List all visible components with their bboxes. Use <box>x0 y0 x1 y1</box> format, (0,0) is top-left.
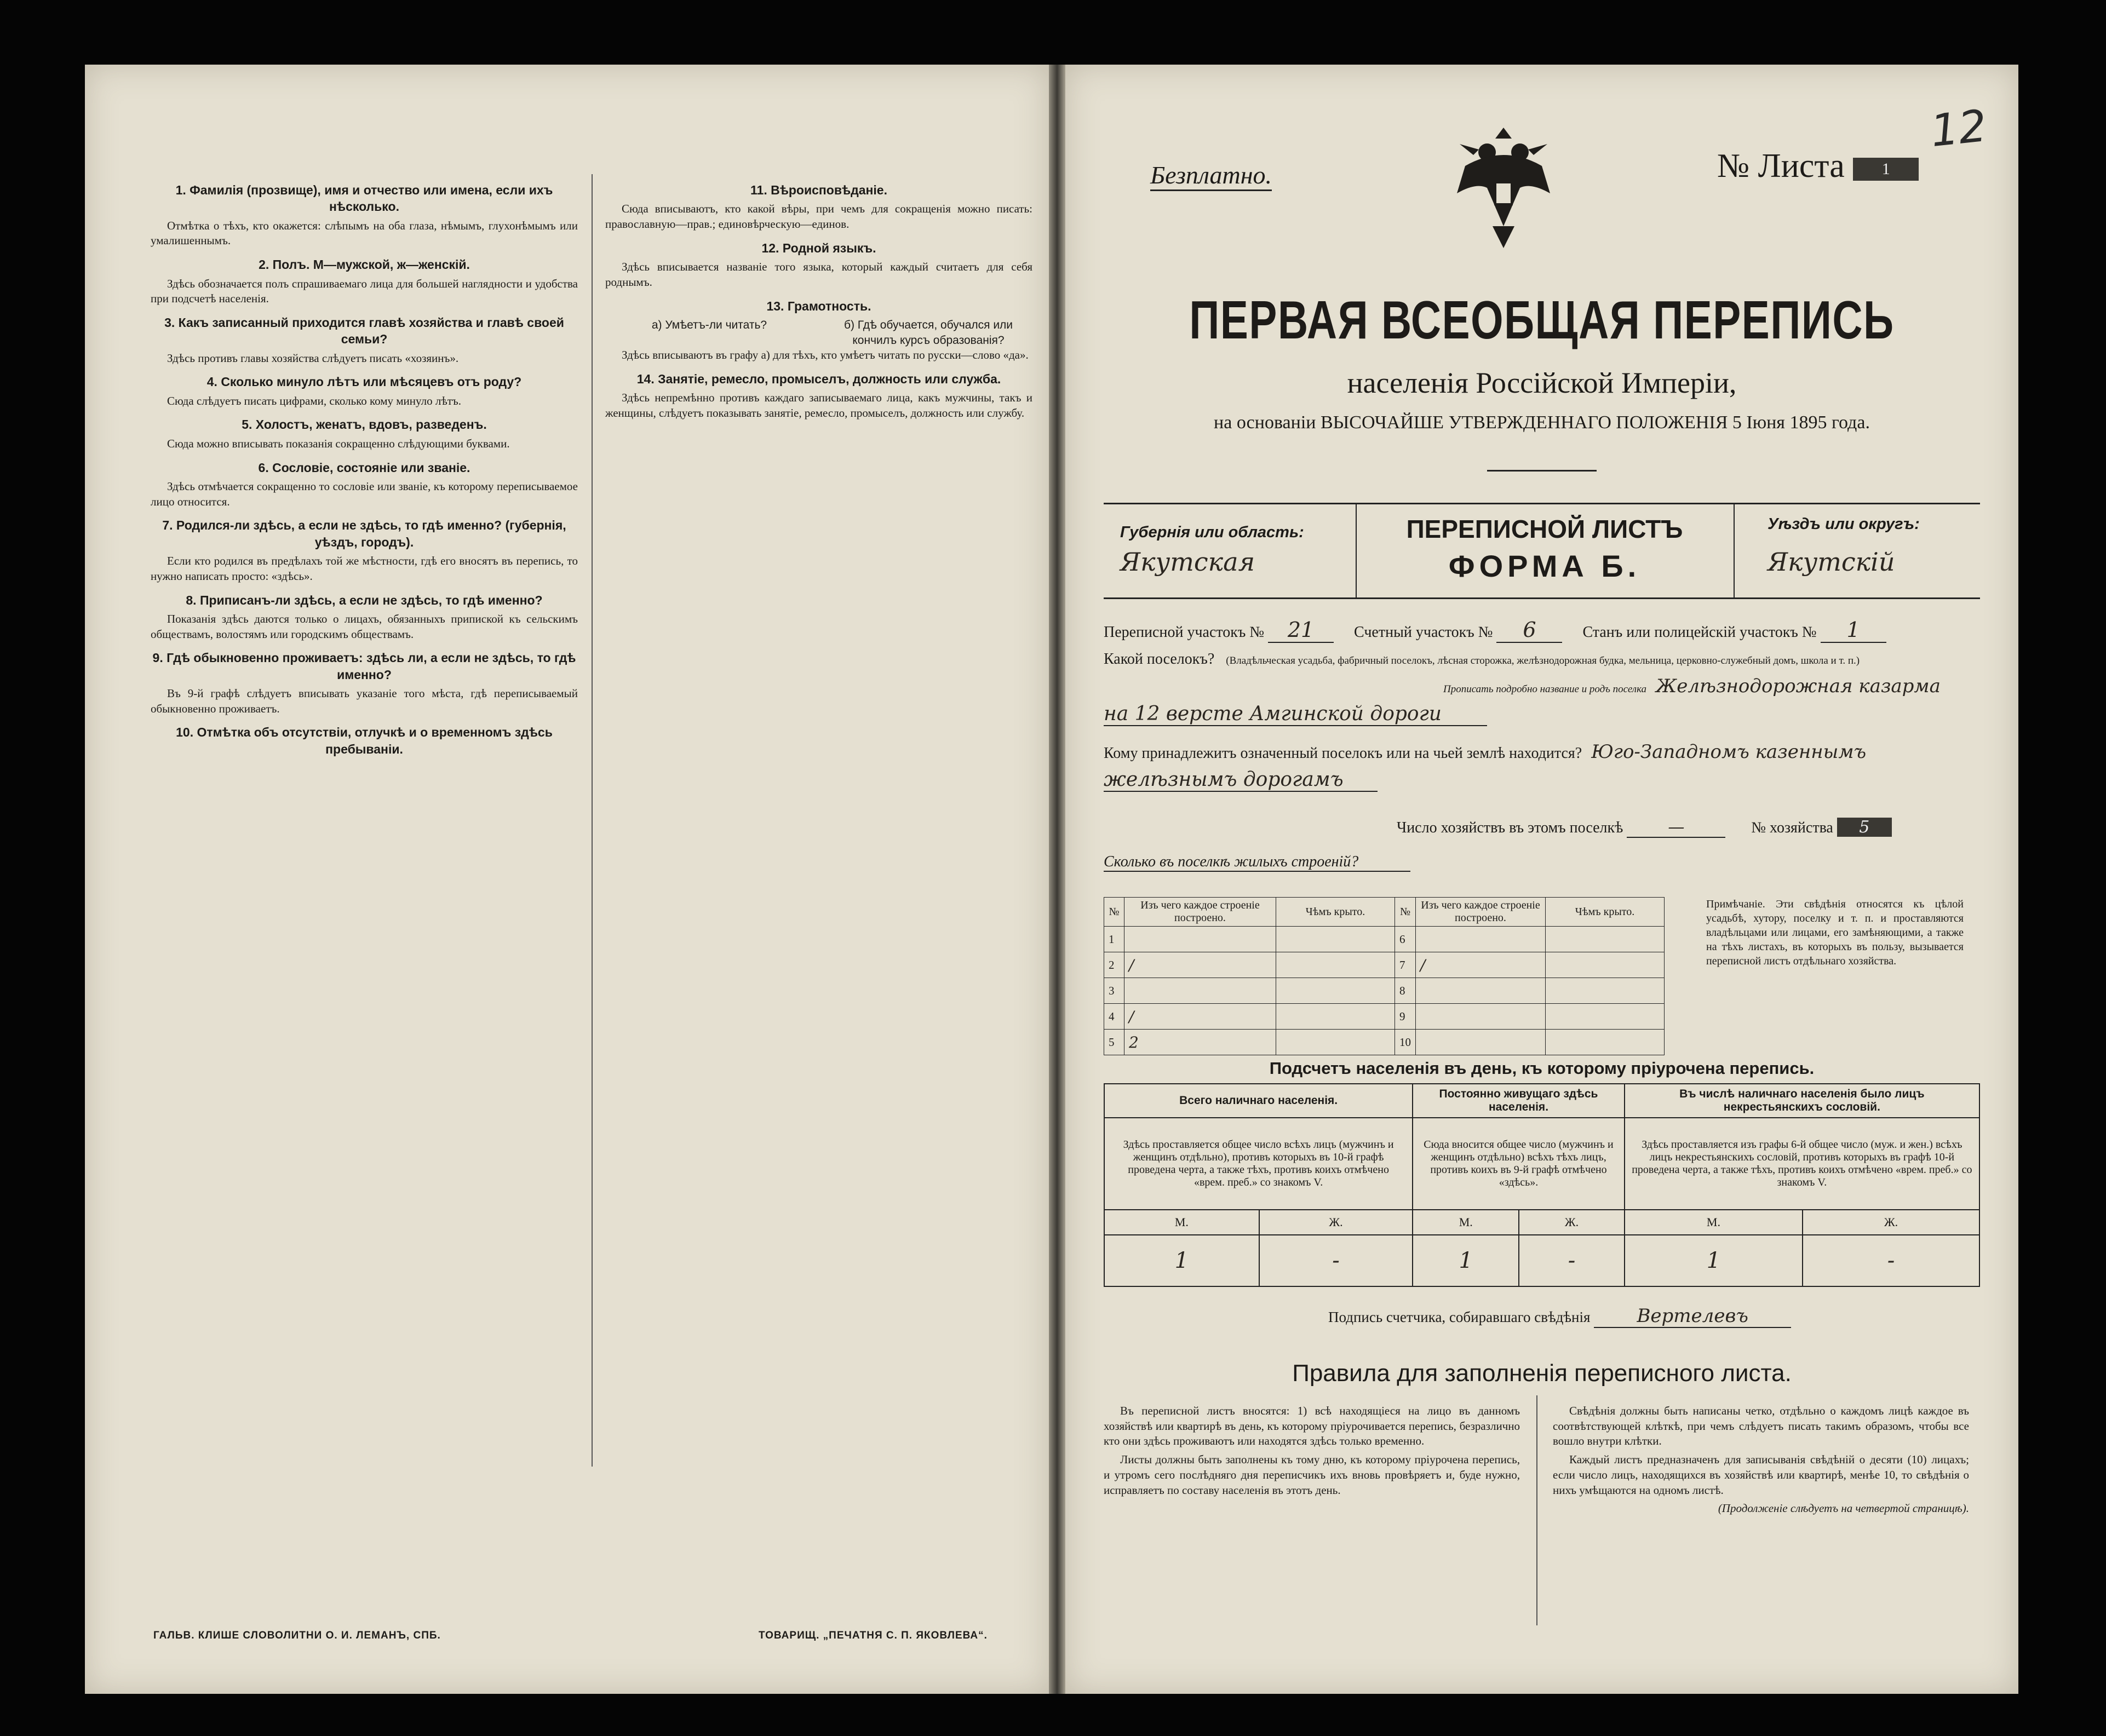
stan-value: 1 <box>1821 618 1886 643</box>
enumerator-signature-line: Подпись счетчика, собиравшаго свѣдѣнія Вертелевъ <box>1328 1305 1791 1328</box>
buildings-question: Сколько въ поселкѣ жилыхъ строеній? <box>1104 853 1410 872</box>
section-10: 10. Отмѣтка объ отсутствіи, отлучкѣ и о временномъ здѣсь пребываніи. <box>176 725 553 756</box>
printer-footer-right: ТОВАРИЩ. „ПЕЧАТНЯ С. П. ЯКОВЛЕВА“. <box>759 1630 988 1641</box>
households-value: — <box>1627 818 1725 838</box>
sheet-number-value: 1 <box>1853 158 1919 181</box>
settlement-value-2: на 12 версте Амгинской дороги <box>1104 703 1487 726</box>
rules-column-1: Въ переписной листъ вносятся: 1) всѣ находящіеся на лицо въ данномъ хозяйствѣ или квартирѣ въ день, къ которому пріурочивается перепись, безразлично кто они здѣсь проживаютъ или находятся здѣсь только временно. Листы должны быть заполнены къ тому дню, къ которому пріурочена перепись, и утромъ сего послѣдняго дня переписчикъ ихъ вновь провѣряетъ и, буде нужно, исправляетъ по составу населенія въ этотъ день. <box>1104 1404 1520 1497</box>
census-title: ПЕРВАЯ ВСЕОБЩАЯ ПЕРЕПИСЬ <box>1189 290 1895 350</box>
literacy-subquestions: а) Умѣетъ-ли читать? б) Гдѣ обучается, обучался или кончилъ курсъ образованія? <box>651 318 1013 347</box>
table-row: 4 / 9 <box>1104 1004 1665 1030</box>
buildings-note: Примѣчаніе. Эти свѣдѣнія относятся къ цѣлой усадьбѣ, хутору, поселку и т. п. и проставляются владѣльцами или лицами, его замѣняющими, а также на тѣхъ листахъ, въ которыхъ въ пользу, вызывается переписной листъ отдѣльнаго хозяйства. <box>1706 898 1964 967</box>
tally-heading: Подсчетъ населенія въ день, къ которому пріурочена перепись. <box>1269 1059 1815 1078</box>
title-divider <box>1487 470 1597 472</box>
owner-value-2: желѣзнымъ дорогамъ <box>1104 768 1378 792</box>
section-4: 4. Сколько минуло лѣтъ или мѣсяцевъ отъ роду? Сюда слѣдуетъ писать цифрами, сколько кому минуло лѣтъ. <box>167 375 522 407</box>
binding-fold <box>1049 65 1065 1694</box>
buildings-table: № Изъ чего каждое строеніе построено. Чѣмъ крыто. № Изъ чего каждое строеніе построено. Чѣмъ крыто. 1 6 2 / 7 / 3 8 4 / 9 5 2 10 <box>1104 897 1665 1055</box>
table-row: 5 2 10 <box>1104 1030 1665 1055</box>
population-tally-table: Всего наличнаго населенія. Постоянно живущаго здѣсь населенія. Въ числѣ наличнаго населенія было лицъ некрестьянскихъ сословій. Здѣсь проставляется общее число всѣхъ лицъ (мужчинъ и женщинъ отдѣльно), противъ которыхъ въ 10-й графѣ проведена черта, а также тѣхъ, противъ коихъ отмѣчено «врем. преб.» со знакомъ V. Сюда вносится общее число (мужчинъ и женщинъ отдѣльно) всѣхъ тѣхъ лицъ, противъ коихъ въ 9-й графѣ отмѣчено «здѣсь». Здѣсь проставляется изъ графы 6-й общее число (муж. и жен.) всѣхъ лицъ некрестьянскихъ сословій, противъ которыхъ въ графѣ 10-й проведена черта, а также тѣхъ, противъ коихъ отмѣчено «врем. преб.» со знакомъ V. М. Ж. М. Ж. М. Ж. 1 - 1 - 1 - <box>1104 1083 1980 1287</box>
rules-column-2: Свѣдѣнія должны быть написаны четко, отдѣльно о каждомъ лицѣ каждое въ соотвѣтствующей клѣткѣ, при чемъ слѣдуетъ писать такимъ образомъ, чтобы все вошло внутри клѣтки. Каждый листъ предназначенъ для записыванія свѣдѣній о десяти (10) лицахъ; если число лицъ, находящихся въ хозяйствѣ или квартирѣ, менѣе 10, то свѣдѣнія о нихъ умѣщаются на одномъ листѣ. (Продолженіе слѣдуетъ на четвертой страницѣ). <box>1553 1404 1969 1516</box>
guberniya-cell: Губернія или область: Якутская <box>1104 504 1357 597</box>
counting-district-value: 6 <box>1496 618 1562 643</box>
table-row: 2 / 7 / <box>1104 952 1665 978</box>
section-7: 7. Родился-ли здѣсь, а если не здѣсь, то гдѣ именно? (губернія, уѣздъ, городъ). Если кто родился въ предѣлахъ той же мѣстности, гдѣ его вносятъ въ перепись, то нужно написать просто: «здѣсь». <box>151 518 578 583</box>
tally-values-row: 1 - 1 - 1 - <box>1104 1235 1979 1286</box>
free-label: Безплатно. <box>1150 160 1272 191</box>
household-no-value: 5 <box>1837 818 1892 837</box>
district-line: Переписной участокъ № 21 Счетный участокъ № 6 Станъ или полицейскій участокъ № 1 <box>1104 618 1886 643</box>
section-11: 11. Вѣроисповѣданіе. Сюда вписываютъ, кто какой вѣры, при чемъ для сокращенія можно писать: православную—прав.; единовѣрческую—единов. <box>605 183 1032 231</box>
handwritten-page-number: 12 <box>1928 100 1989 157</box>
right-page <box>1065 65 2018 1694</box>
double-headed-eagle-icon <box>1449 122 1558 254</box>
section-6: 6. Сословіе, состояніе или званіе. Здѣсь отмѣчается сокращенно то сословіе или званіе, къ которому переписываемое лицо относится. <box>151 460 578 508</box>
section-3: 3. Какъ записанный приходится главѣ хозяйства и главѣ своей семьи? Здѣсь противъ главы хозяйства слѣдуетъ писать «хозяинъ». <box>164 315 564 365</box>
left-page <box>85 65 1049 1694</box>
section-1: 1. Фамилія (прозвище), имя и отчество или имена, если ихъ нѣсколько. Отмѣтка о тѣхъ, кто окажется: слѣпымъ на оба глаза, нѣмымъ, глухонѣмымъ или умалишеннымъ. <box>151 183 578 248</box>
section-13: 13. Грамотность. а) Умѣетъ-ли читать? б) Гдѣ обучается, обучался или кончилъ курсъ образованія? Здѣсь вписываютъ въ графу а) для тѣхъ, кто умѣетъ читать по русски—слово «да». <box>605 298 1032 364</box>
column-divider <box>592 174 593 1467</box>
form-name-cell: ПЕРЕПИСНОЙ ЛИСТЪ ФОРМА Б. <box>1406 515 1683 583</box>
table-row: 3 8 <box>1104 978 1665 1004</box>
section-12: 12. Родной языкъ. Здѣсь вписывается названіе того языка, который каждый считаетъ для себя роднымъ. <box>605 240 1032 289</box>
census-district-value: 21 <box>1268 618 1334 643</box>
rules-divider <box>1536 1395 1537 1625</box>
households-line: Число хозяйствъ въ этомъ поселкѣ — № хозяйства 5 <box>1397 818 1892 838</box>
owner-value-1: Юго-Западномъ казеннымъ <box>1591 741 1867 763</box>
section-14: 14. Занятіе, ремесло, промыселъ, должность или служба. Здѣсь непремѣнно противъ каждаго записываемаго лица, какъ мужчины, такъ и женщины, слѣдуетъ показывать занятіе, ремесло, промыселъ, должность или службу. <box>605 372 1032 420</box>
table-row: 1 6 <box>1104 927 1665 952</box>
census-basis: на основаніи ВЫСОЧАЙШЕ УТВЕРЖДЕННАГО ПОЛОЖЕНІЯ 5 Іюня 1895 года. <box>1214 412 1870 433</box>
enumerator-signature: Вертелевъ <box>1594 1305 1791 1328</box>
section-5: 5. Холостъ, женатъ, вдовъ, разведенъ. Сюда можно вписывать показанія сокращенно слѣдующими буквами. <box>167 417 510 450</box>
uezd-value: Якутскій <box>1768 547 1895 577</box>
sheet-number: № Листа 1 <box>1717 147 1919 186</box>
form-header-band <box>1104 503 1980 599</box>
settlement-line: Какой поселокъ? (Владѣльческая усадьба, фабричный поселокъ, лѣсная сторожка, желѣзнодорожная будка, мельница, церковно-служебный домъ, школа и т. п.) <box>1104 651 1860 668</box>
owner-line: Кому принадлежитъ означенный поселокъ или на чьей землѣ находится? Юго-Западномъ казеннымъ <box>1104 741 1867 763</box>
instructions-column-1 <box>151 174 578 761</box>
printer-footer-left: ГАЛЬВ. КЛИШЕ СЛОВОЛИТНИ О. И. ЛЕМАНЪ, СПБ. <box>153 1630 441 1641</box>
instructions-column-2 <box>605 174 1032 426</box>
owner-line-2 <box>1104 768 1378 792</box>
settlement-hint-2: Прописать подробно название и родъ поселка Желѣзнодорожная казарма <box>1443 675 1941 697</box>
section-2: 2. Полъ. М—мужской, ж—женскій. Здѣсь обозначается полъ спрашиваемаго лица для большей наглядности и удобства при подсчетѣ населенія. <box>151 257 578 306</box>
settlement-line-2 <box>1104 703 1487 726</box>
rules-heading: Правила для заполненія переписного листа. <box>1292 1360 1792 1387</box>
guberniya-value: Якутская <box>1120 547 1255 577</box>
section-9: 9. Гдѣ обыкновенно проживаетъ: здѣсь ли, а если не здѣсь, то гдѣ именно? Въ 9-й графѣ слѣдуетъ вписывать указаніе того мѣста, гдѣ переписываемый обыкновенно проживаетъ. <box>151 651 578 715</box>
census-subtitle: населенія Россійской Имперіи, <box>1347 366 1737 399</box>
uezd-cell: Уѣздъ или округъ: Якутскій <box>1734 504 1981 597</box>
settlement-value-1: Желѣзнодорожная казарма <box>1656 675 1941 697</box>
section-8: 8. Приписанъ-ли здѣсь, а если не здѣсь, то гдѣ именно? Показанія здѣсь даются только о лицахъ, обязанныхъ припиской къ сельскимъ обществамъ, волостямъ или городскимъ обществамъ. <box>151 593 578 641</box>
continued-note: (Продолженіе слѣдуетъ на четвертой страницѣ). <box>1718 1502 1969 1515</box>
